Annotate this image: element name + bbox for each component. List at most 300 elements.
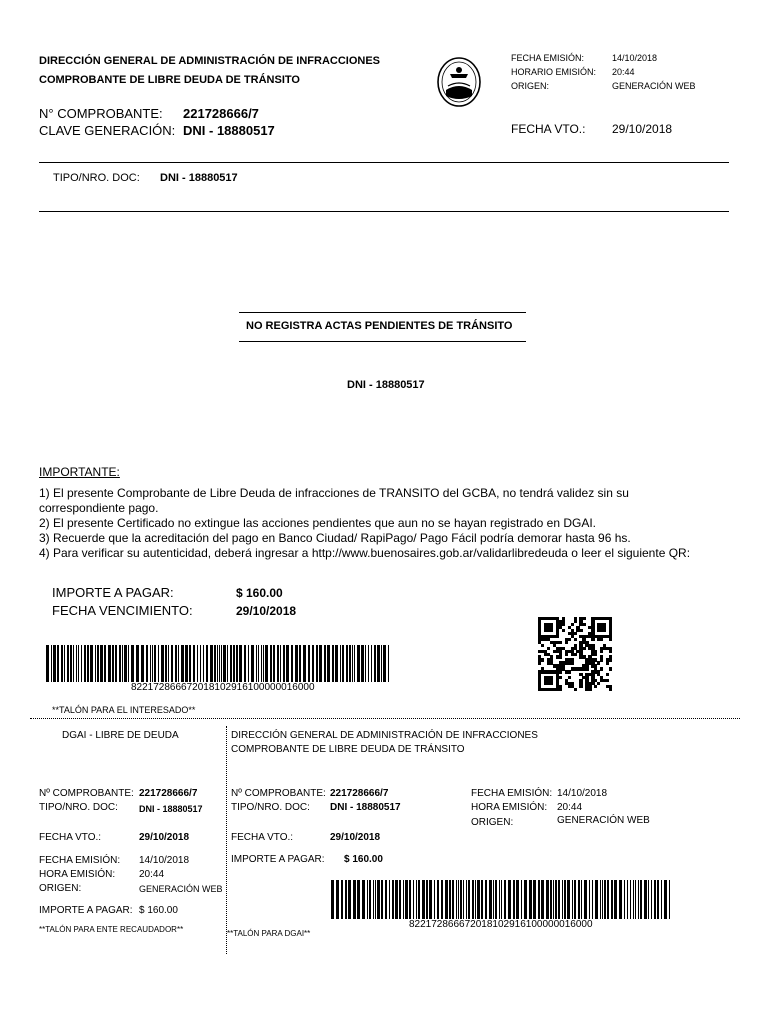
barcode-bar bbox=[592, 880, 593, 919]
barcode-bar bbox=[291, 645, 293, 682]
barcode-bar bbox=[441, 880, 443, 919]
barcode-bar bbox=[345, 880, 347, 919]
qr-module bbox=[597, 661, 600, 664]
qr-module bbox=[559, 676, 562, 679]
importante-line-2: correspondiente pago. bbox=[39, 501, 159, 515]
barcode-bar bbox=[357, 880, 360, 919]
status-rule-top bbox=[239, 312, 526, 313]
barcode-bar bbox=[244, 645, 246, 682]
barcode-bar bbox=[416, 880, 417, 919]
barcode-bar bbox=[251, 645, 254, 682]
qr-module bbox=[609, 658, 612, 661]
stub-right-vto-value: 29/10/2018 bbox=[330, 832, 381, 843]
stub-right-importe-value: $ 160.00 bbox=[344, 854, 383, 865]
divider-doc bbox=[39, 211, 729, 212]
barcode-bar bbox=[413, 880, 414, 919]
barcode-bar bbox=[385, 880, 387, 919]
qr-module bbox=[574, 638, 577, 641]
qr-module bbox=[609, 667, 612, 670]
talon-interesado: **TALÓN PARA EL INTERESADO** bbox=[52, 705, 196, 715]
barcode-bar bbox=[418, 880, 420, 919]
barcode-bar bbox=[128, 645, 129, 682]
stub-right-emision-label: FECHA EMISIÓN: bbox=[471, 788, 553, 799]
barcode-bar bbox=[595, 880, 598, 919]
barcode-bar bbox=[541, 880, 544, 919]
barcode-bar bbox=[122, 645, 123, 682]
barcode-bar bbox=[353, 880, 356, 919]
barcode-bar bbox=[640, 880, 642, 919]
barcode-bar bbox=[197, 645, 198, 682]
barcode-bar bbox=[614, 880, 617, 919]
barcode-bar bbox=[361, 645, 364, 682]
qr-module bbox=[594, 653, 597, 656]
barcode-bar bbox=[97, 645, 99, 682]
barcode-bar bbox=[638, 880, 639, 919]
header-title-1: DIRECCIÓN GENERAL DE ADMINISTRACIÓN DE INFRACCIONES bbox=[39, 55, 381, 67]
vencimiento-value: 29/10/2018 bbox=[236, 604, 297, 618]
origen-value: GENERACIÓN WEB bbox=[612, 81, 696, 91]
barcode-bar bbox=[508, 880, 511, 919]
qr-module bbox=[559, 641, 562, 644]
qr-module bbox=[609, 688, 612, 691]
barcode-bar bbox=[493, 880, 494, 919]
barcode-bar bbox=[362, 880, 365, 919]
barcode-bar bbox=[233, 645, 235, 682]
qr-module bbox=[565, 641, 568, 644]
barcode-bar bbox=[409, 880, 411, 919]
stub-left-doc-value: DNI - 18880517 bbox=[139, 804, 203, 814]
barcode-bar bbox=[346, 645, 348, 682]
horario-emision-value: 20:44 bbox=[612, 67, 635, 77]
fecha-emision-label: FECHA EMISIÓN: bbox=[511, 53, 585, 63]
barcode-bar bbox=[141, 645, 144, 682]
barcode-bar bbox=[648, 880, 649, 919]
barcode-bar bbox=[136, 645, 139, 682]
importante-line-5: 4) Para verificar su autenticidad, deberá ingresar a http://www.buenosaires.gob.ar/validarlibredeuda o leer el siguiente QR: bbox=[39, 546, 691, 560]
stub-left-emision-label: FECHA EMISIÓN: bbox=[39, 855, 121, 866]
barcode-bar bbox=[460, 880, 462, 919]
barcode-bar bbox=[332, 645, 334, 682]
barcode-bar bbox=[369, 880, 371, 919]
barcode-bar bbox=[312, 645, 314, 682]
barcode-bar bbox=[295, 645, 298, 682]
fecha-emision-value: 14/10/2018 bbox=[612, 53, 658, 63]
barcode-bar bbox=[112, 645, 114, 682]
qr-module bbox=[606, 679, 609, 682]
barcode-bar bbox=[104, 645, 106, 682]
barcode-bar bbox=[521, 880, 522, 919]
stub-left-hora-label: HORA EMISIÓN: bbox=[39, 869, 116, 880]
qr-module bbox=[606, 673, 609, 676]
barcode-bar bbox=[405, 880, 408, 919]
qr-module bbox=[582, 617, 585, 620]
barcode-bar bbox=[124, 645, 127, 682]
barcode-bar bbox=[392, 880, 394, 919]
barcode-bar bbox=[81, 645, 82, 682]
barcode-bar bbox=[84, 645, 86, 682]
qr-module bbox=[603, 629, 606, 632]
barcode-bar bbox=[538, 880, 540, 919]
barcode-bar bbox=[236, 645, 238, 682]
stub-left-comprobante-value: 221728666/7 bbox=[139, 788, 198, 799]
barcode-bar bbox=[399, 880, 401, 919]
barcode-bar bbox=[100, 645, 103, 682]
barcode-bar bbox=[567, 880, 570, 919]
qr-module bbox=[541, 658, 544, 661]
barcode-bar bbox=[374, 645, 376, 682]
doc-value: DNI - 18880517 bbox=[160, 172, 238, 184]
barcode-bar bbox=[263, 645, 264, 682]
barcode-bar bbox=[477, 880, 480, 919]
qr-module bbox=[565, 653, 568, 656]
stub-right-importe-label: IMPORTE A PAGAR: bbox=[231, 854, 325, 865]
qr-module bbox=[609, 650, 612, 653]
importante-line-4: 3) Recuerde que la acreditación del pago en Banco Ciudad/ RapiPago/ Pago Fácil podría demorar hasta 96 hs. bbox=[39, 531, 631, 545]
barcode-bar bbox=[331, 880, 334, 919]
barcode-bar bbox=[115, 645, 117, 682]
stub-right-doc-label: TIPO/NRO. DOC: bbox=[231, 802, 310, 813]
barcode-bar bbox=[158, 645, 159, 682]
barcode-bar bbox=[555, 880, 557, 919]
cut-line bbox=[30, 718, 740, 719]
barcode-bar bbox=[388, 645, 389, 682]
barcode-bar bbox=[635, 880, 636, 919]
header-title-2: COMPROBANTE DE LIBRE DEUDA DE TRÁNSITO bbox=[39, 74, 300, 86]
qr-module bbox=[579, 685, 582, 688]
stub-left-doc-label: TIPO/NRO. DOC: bbox=[39, 802, 118, 813]
barcode-bar bbox=[150, 645, 151, 682]
qr-module bbox=[550, 629, 553, 632]
importante-title: IMPORTANTE: bbox=[39, 465, 120, 479]
barcode-bar bbox=[357, 645, 360, 682]
qr-module bbox=[562, 623, 565, 626]
barcode-bar bbox=[581, 880, 582, 919]
barcode-bar bbox=[383, 645, 386, 682]
barcode-bar bbox=[367, 880, 368, 919]
barcode-bar bbox=[604, 880, 606, 919]
barcode-bar bbox=[584, 880, 587, 919]
qr-module bbox=[609, 638, 612, 641]
qr-module bbox=[588, 688, 591, 691]
barcode-bar bbox=[168, 645, 169, 682]
barcode-bar bbox=[70, 645, 72, 682]
barcode-bar bbox=[316, 645, 318, 682]
clave-generacion-value: DNI - 18880517 bbox=[183, 123, 275, 138]
barcode-bar bbox=[550, 880, 552, 919]
stub-left-hora-value: 20:44 bbox=[139, 869, 165, 880]
barcode-bar bbox=[381, 880, 383, 919]
qr-module bbox=[574, 632, 577, 635]
stub-right-title-1: DIRECCIÓN GENERAL DE ADMINISTRACIÓN DE INFRACCIONES bbox=[231, 730, 538, 741]
barcode-bar bbox=[466, 880, 467, 919]
barcode-bar bbox=[161, 645, 164, 682]
barcode-main-number: 822172866672018102916100000016000 bbox=[131, 682, 315, 693]
barcode-bar bbox=[265, 645, 268, 682]
stub-left-importe-value: $ 160.00 bbox=[139, 905, 178, 916]
importante-line-3: 2) El presente Certificado no extingue las acciones pendientes que aun no se hayan registrado en DGAI. bbox=[39, 516, 597, 530]
barcode-bar bbox=[434, 880, 435, 919]
qr-module bbox=[582, 647, 585, 650]
stub-right-vto-label: FECHA VTO.: bbox=[231, 832, 294, 843]
barcode-bar bbox=[564, 880, 566, 919]
stub-left-vto-label: FECHA VTO.: bbox=[39, 832, 102, 843]
barcode-bar bbox=[395, 880, 398, 919]
barcode-bar bbox=[181, 645, 184, 682]
barcode-bar bbox=[200, 645, 201, 682]
qr-module bbox=[600, 658, 603, 661]
barcode-bar bbox=[452, 880, 454, 919]
barcode-bar bbox=[501, 880, 502, 919]
barcode-bar bbox=[456, 880, 457, 919]
barcode-bar bbox=[299, 645, 301, 682]
qr-module bbox=[571, 661, 574, 664]
barcode-bar bbox=[389, 880, 390, 919]
stub-right-title-2: COMPROBANTE DE LIBRE DEUDA DE TRÁNSITO bbox=[231, 744, 465, 755]
barcode-bar bbox=[64, 645, 65, 682]
barcode-bar bbox=[189, 645, 191, 682]
barcode-bar bbox=[283, 645, 285, 682]
barcode-bar bbox=[277, 645, 279, 682]
barcode-bar bbox=[524, 880, 527, 919]
barcode-bar bbox=[375, 880, 376, 919]
status-message: NO REGISTRA ACTAS PENDIENTES DE TRÁNSITO bbox=[246, 320, 513, 332]
barcode-bar bbox=[546, 880, 549, 919]
barcode-bar bbox=[258, 645, 259, 682]
qr-module bbox=[600, 667, 603, 670]
qr-module bbox=[574, 653, 577, 656]
barcode-bar bbox=[185, 645, 188, 682]
barcode-bar bbox=[152, 645, 153, 682]
barcode-bar bbox=[600, 880, 601, 919]
comprobante-value: 221728666/7 bbox=[183, 106, 259, 121]
barcode-bar bbox=[341, 880, 343, 919]
stub-right-origen-value: GENERACIÓN WEB bbox=[557, 815, 650, 826]
barcode-stub bbox=[331, 880, 672, 919]
barcode-bar bbox=[61, 645, 63, 682]
barcode-bar bbox=[286, 645, 289, 682]
status-dni: DNI - 18880517 bbox=[347, 379, 425, 391]
barcode-bar bbox=[377, 645, 380, 682]
origen-label: ORIGEN: bbox=[511, 81, 550, 91]
barcode-bar bbox=[403, 880, 404, 919]
qr-module bbox=[568, 676, 571, 679]
stub-left-importe-label: IMPORTE A PAGAR: bbox=[39, 905, 133, 916]
qr-module bbox=[579, 629, 582, 632]
qr-module bbox=[597, 682, 600, 685]
stub-right-hora-label: HORA EMISIÓN: bbox=[471, 802, 548, 813]
barcode-bar bbox=[67, 645, 69, 682]
barcode-bar bbox=[175, 645, 177, 682]
barcode-bar bbox=[230, 645, 232, 682]
barcode-bar bbox=[319, 645, 322, 682]
importe-label: IMPORTE A PAGAR: bbox=[52, 585, 174, 600]
stub-left-title: DGAI - LIBRE DE DEUDA bbox=[62, 730, 179, 741]
qr-code-icon bbox=[538, 617, 612, 691]
barcode-bar bbox=[352, 645, 353, 682]
barcode-bar bbox=[651, 880, 652, 919]
barcode-bar bbox=[95, 645, 96, 682]
barcode-bar bbox=[574, 880, 576, 919]
stub-right-comprobante-label: Nº COMPROBANTE: bbox=[231, 788, 326, 799]
barcode-bar bbox=[206, 645, 208, 682]
barcode-bar bbox=[619, 880, 622, 919]
barcode-bar bbox=[627, 880, 628, 919]
barcode-bar bbox=[602, 880, 603, 919]
barcode-bar bbox=[365, 645, 366, 682]
stub-left-comprobante-label: Nº COMPROBANTE: bbox=[39, 788, 134, 799]
barcode-bar bbox=[57, 645, 59, 682]
barcode-bar bbox=[46, 645, 49, 682]
qr-module bbox=[547, 647, 550, 650]
barcode-bar bbox=[422, 880, 425, 919]
barcode-bar bbox=[644, 880, 647, 919]
importante-line-1: 1) El presente Comprobante de Libre Deuda de infracciones de TRANSITO del GCBA, no tendrá validez sin su bbox=[39, 486, 629, 500]
barcode-bar bbox=[210, 645, 213, 682]
stub-right-comprobante-value: 221728666/7 bbox=[330, 788, 389, 799]
barcode-bar bbox=[308, 645, 310, 682]
importe-value: $ 160.00 bbox=[236, 586, 283, 600]
stub-right-emision-value: 14/10/2018 bbox=[557, 788, 608, 799]
barcode-bar bbox=[458, 880, 459, 919]
barcode-bar bbox=[217, 645, 218, 682]
barcode-bar bbox=[178, 645, 179, 682]
qr-module bbox=[606, 661, 609, 664]
barcode-bar bbox=[572, 880, 573, 919]
barcode-bar bbox=[51, 645, 52, 682]
divider-top bbox=[39, 162, 729, 163]
barcode-bar bbox=[324, 645, 326, 682]
barcode-bar bbox=[239, 645, 242, 682]
barcode-bar bbox=[489, 880, 492, 919]
barcode-bar bbox=[429, 880, 432, 919]
barcode-bar bbox=[223, 645, 226, 682]
barcode-bar bbox=[468, 880, 470, 919]
barcode-bar bbox=[273, 645, 275, 682]
qr-module bbox=[568, 670, 571, 673]
barcode-main bbox=[46, 645, 391, 682]
barcode-bar bbox=[633, 880, 634, 919]
qr-module bbox=[568, 638, 571, 641]
barcode-bar bbox=[381, 645, 382, 682]
barcode-bar bbox=[165, 645, 167, 682]
barcode-bar bbox=[261, 645, 262, 682]
barcode-bar bbox=[504, 880, 506, 919]
barcode-bar bbox=[90, 645, 93, 682]
barcode-bar bbox=[661, 880, 662, 919]
barcode-bar bbox=[516, 880, 519, 919]
qr-module bbox=[538, 661, 541, 664]
stub-left-vto-value: 29/10/2018 bbox=[139, 832, 190, 843]
barcode-bar bbox=[589, 880, 590, 919]
barcode-bar bbox=[562, 880, 563, 919]
stub-right-hora-value: 20:44 bbox=[557, 802, 583, 813]
doc-label: TIPO/NRO. DOC: bbox=[53, 172, 140, 184]
barcode-bar bbox=[368, 645, 369, 682]
barcode-bar bbox=[131, 645, 134, 682]
qr-module bbox=[562, 629, 565, 632]
status-rule-bottom bbox=[239, 341, 526, 342]
barcode-bar bbox=[146, 645, 148, 682]
comprobante-label: N° COMPROBANTE: bbox=[39, 106, 163, 121]
clave-generacion-label: CLAVE GENERACIÓN: bbox=[39, 123, 176, 138]
stub-left-emision-value: 14/10/2018 bbox=[139, 855, 190, 866]
barcode-bar bbox=[203, 645, 204, 682]
qr-module bbox=[559, 655, 562, 658]
barcode-bar bbox=[270, 645, 272, 682]
barcode-bar bbox=[348, 880, 351, 919]
barcode-bar bbox=[354, 645, 355, 682]
barcode-bar bbox=[624, 880, 625, 919]
barcode-bar bbox=[426, 880, 428, 919]
barcode-bar bbox=[371, 645, 372, 682]
barcode-bar bbox=[248, 645, 249, 682]
barcode-bar bbox=[553, 880, 554, 919]
barcode-bar bbox=[171, 645, 173, 682]
barcode-bar bbox=[654, 880, 656, 919]
stub-right-talon: **TALÓN PARA DGAI** bbox=[227, 929, 311, 938]
barcode-bar bbox=[221, 645, 222, 682]
stub-right-origen-label: ORIGEN: bbox=[471, 817, 514, 828]
barcode-bar bbox=[485, 880, 487, 919]
qr-module bbox=[582, 623, 585, 626]
barcode-bar bbox=[87, 645, 89, 682]
barcode-bar bbox=[280, 645, 281, 682]
barcode-bar bbox=[342, 645, 344, 682]
barcode-bar bbox=[154, 645, 156, 682]
stub-left-origen-label: ORIGEN: bbox=[39, 883, 82, 894]
fecha-vto-label: FECHA VTO.: bbox=[511, 122, 586, 136]
qr-module bbox=[600, 650, 603, 653]
barcode-bar bbox=[529, 880, 532, 919]
barcode-bar bbox=[340, 645, 341, 682]
barcode-bar bbox=[193, 645, 195, 682]
barcode-bar bbox=[513, 880, 515, 919]
horario-emision-label: HORARIO EMISIÓN: bbox=[511, 67, 597, 77]
barcode-bar bbox=[499, 880, 500, 919]
barcode-stub-number: 822172866672018102916100000016000 bbox=[409, 919, 593, 930]
barcode-bar bbox=[373, 880, 374, 919]
barcode-bar bbox=[578, 880, 580, 919]
barcode-bar bbox=[611, 880, 613, 919]
barcode-bar bbox=[335, 645, 338, 682]
barcode-bar bbox=[630, 880, 631, 919]
city-seal-icon bbox=[436, 56, 482, 108]
qr-module bbox=[574, 620, 577, 623]
qr-module bbox=[600, 638, 603, 641]
barcode-bar bbox=[463, 880, 464, 919]
qr-module bbox=[541, 644, 544, 647]
qr-module bbox=[594, 685, 597, 688]
vencimiento-label: FECHA VENCIMIENTO: bbox=[52, 603, 193, 618]
qr-module bbox=[550, 682, 553, 685]
barcode-bar bbox=[76, 645, 77, 682]
barcode-bar bbox=[481, 880, 483, 919]
barcode-bar bbox=[119, 645, 121, 682]
barcode-bar bbox=[664, 880, 667, 919]
barcode-bar bbox=[227, 645, 228, 682]
qr-module bbox=[571, 623, 574, 626]
stub-left-origen-value: GENERACIÓN WEB bbox=[139, 884, 223, 894]
qr-module bbox=[559, 688, 562, 691]
barcode-bar bbox=[437, 880, 439, 919]
barcode-bar bbox=[256, 645, 257, 682]
qr-module bbox=[591, 638, 594, 641]
barcode-bar bbox=[533, 880, 536, 919]
qr-module bbox=[556, 635, 559, 638]
barcode-bar bbox=[657, 880, 659, 919]
barcode-bar bbox=[607, 880, 609, 919]
barcode-bar bbox=[349, 645, 351, 682]
